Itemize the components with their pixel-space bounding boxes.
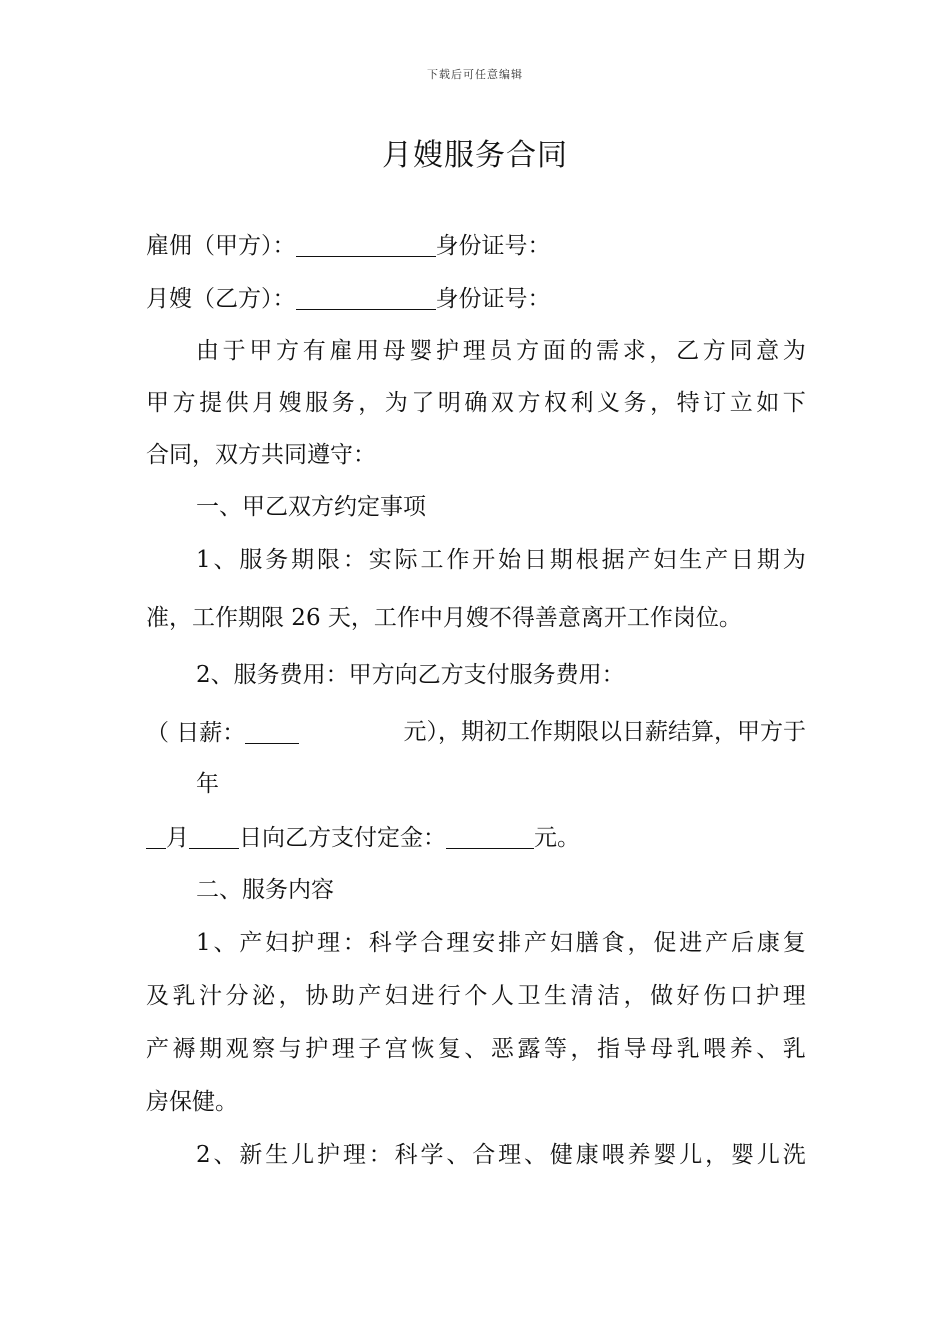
deposit-line: [146, 824, 806, 853]
intro-line-1: 由 于 甲 方 有 雇 用 母 婴 护 理 员 方 面 的 需 求 ， 乙 方 同 意 为: [196, 338, 806, 364]
wage-close-text: 元），期初工作期限以日薪结算，甲方于: [403, 719, 806, 745]
intro-line-2: 甲 方 提 供 月 嫂 服 务 ， 为 了 明 确 双 方 权 利 义 务 ， 特 订 立 如 下: [146, 390, 806, 416]
section1-heading: 一、甲乙双方约定事项: [196, 494, 426, 520]
month-text: 月: [166, 825, 189, 851]
party-a-label: 雇佣（甲方）：: [146, 233, 296, 259]
party-a-name-blank[interactable]: [296, 232, 436, 257]
day-text: 日向乙方支付定金：: [239, 825, 446, 851]
intro-line-3: 合同，双方共同遵守：: [146, 442, 376, 468]
party-b-label: 月嫂（乙方）：: [146, 286, 296, 312]
header-note: 下载后可任意编辑: [427, 68, 523, 81]
yuan-text: 元。: [534, 825, 580, 851]
section2-item1-line2: 及 乳 汁 分 泌 ， 协 助 产 妇 进 行 个 人 卫 生 清 洁 ， 做 好 伤 口 护 理: [146, 983, 806, 1009]
deposit-amount-blank[interactable]: [446, 824, 534, 849]
wage-line: [146, 719, 806, 748]
party-b-line: [146, 285, 806, 314]
section2-item1-line1: 1 、 产 妇 护 理 ： 科 学 合 理 安 排 产 妇 膳 食 ， 促 进 产 后 康 复: [196, 930, 806, 956]
party-b-name-blank[interactable]: [296, 285, 436, 310]
section2-item1-line3: 产 褥 期 观 察 与 护 理 子 宫 恢 复 、 恶 露 等 ， 指 导 母 乳 喂 养 、 乳: [146, 1036, 806, 1062]
party-a-line: [146, 232, 806, 261]
section2-item1-line4: 房保健。: [146, 1089, 238, 1115]
section1-item1-line1: 1 、 服 务 期 限 ： 实 际 工 作 开 始 日 期 根 据 产 妇 生 产 日 期 为: [196, 547, 806, 573]
section1-item2-line1: 2、服务费用：甲方向乙方支付服务费用：: [196, 662, 625, 688]
month-blank[interactable]: [146, 824, 166, 849]
section1-item1-line2: 准，工作期限 26 天，工作中月嫂不得善意离开工作岗位。: [146, 605, 742, 631]
day-blank[interactable]: [189, 824, 239, 849]
party-a-id-label: 身份证号：: [435, 233, 551, 259]
year-text: 年: [196, 771, 219, 797]
page-title: 月嫂服务合同: [382, 138, 568, 173]
section2-heading: 二、服务内容: [196, 877, 334, 903]
section2-item2-line1: 2 、 新 生 儿 护 理 ： 科 学 、 合 理 、 健 康 喂 养 婴 儿 ， 婴 儿 洗: [196, 1142, 806, 1168]
daily-wage-blank[interactable]: [245, 719, 299, 744]
party-b-id-label: 身份证号：: [435, 286, 551, 312]
wage-open-text: （ 日薪：: [146, 720, 246, 746]
